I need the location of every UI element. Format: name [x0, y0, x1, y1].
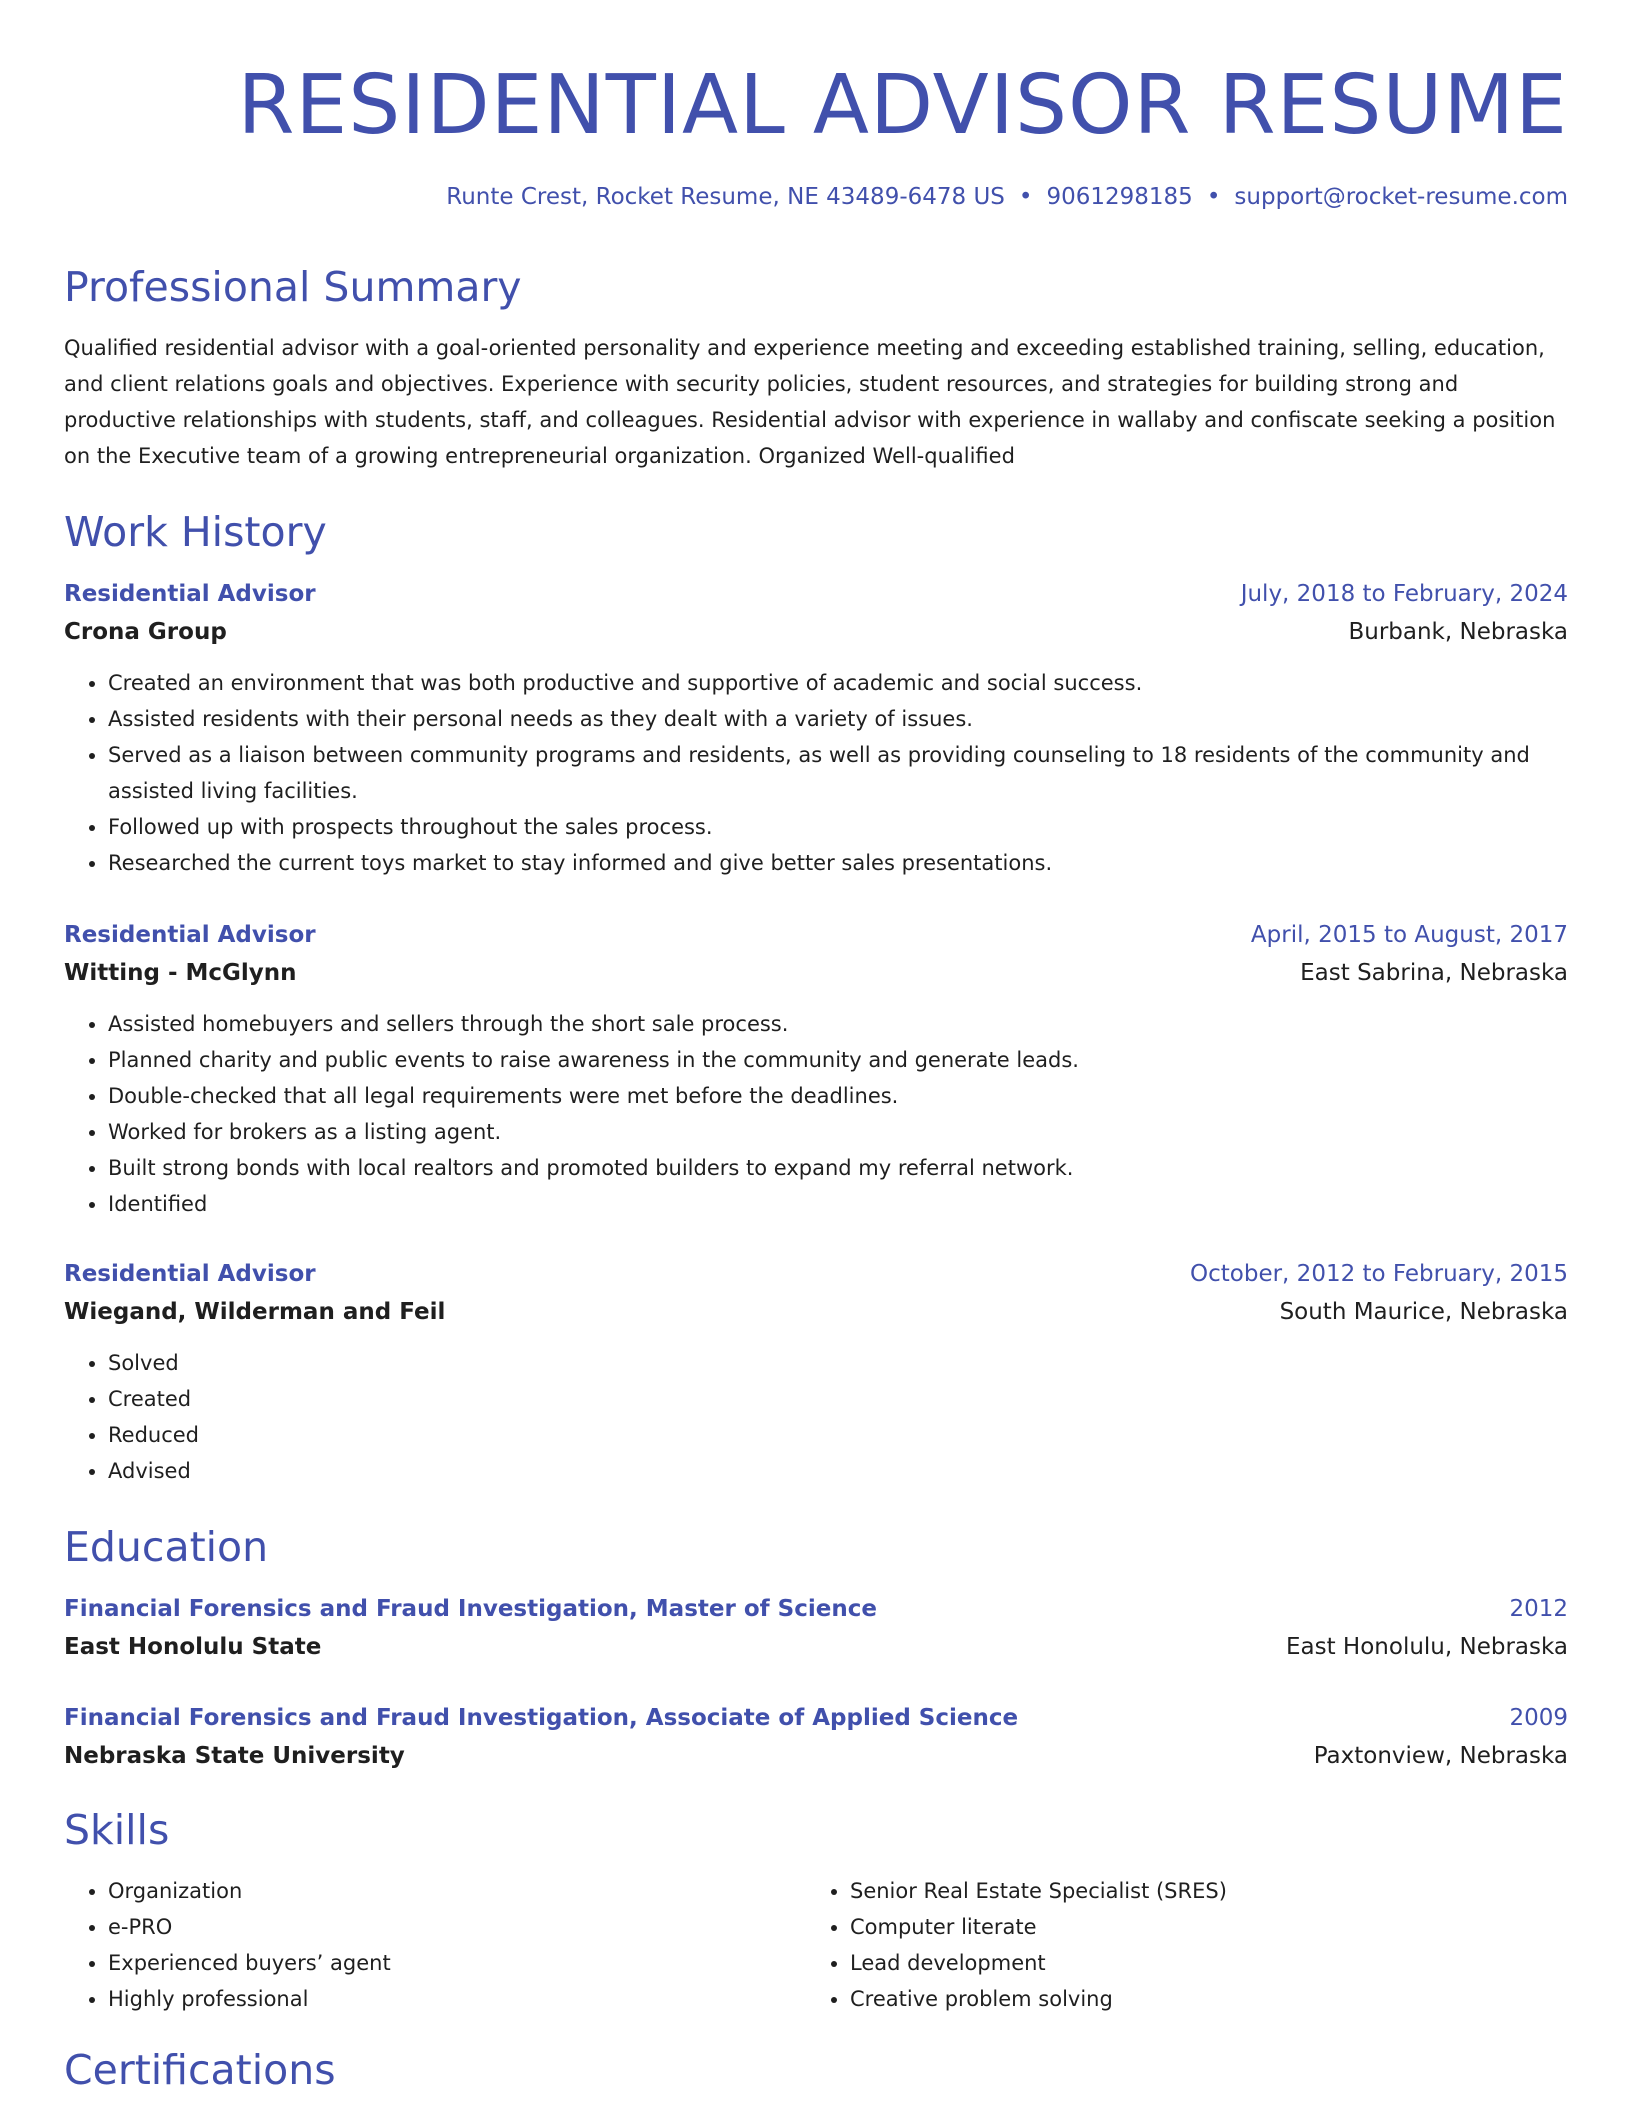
education-entry [64, 1699, 1568, 1775]
job-location: Burbank, Nebraska [1348, 619, 1568, 645]
skills-column-left [64, 1873, 806, 2017]
skill-item: • Organization [108, 1873, 806, 1909]
job-bullet: • Double-checked that all legal requirements were met before the deadlines. [108, 1078, 1568, 1114]
education-heading: Education [64, 1523, 269, 1571]
contact-address: Runte Crest, Rocket Resume, NE 43489-6478 US [446, 184, 1005, 210]
school-location: East Honolulu, Nebraska [1285, 1634, 1568, 1660]
summary-text: Qualified residential advisor with a goal-oriented personality and experience meeting and exceeding established training, selling, education, and client relations goals and objectives. Experience with security policies, student resources, and strategies for building strong and productive relationships with students, staff, and colleagues. Residential advisor with experience in wallaby and confiscate seeking a position on the Executive team of a growing entrepreneurial organization. Organized Well-qualified [64, 336, 1556, 468]
job-bullet: • Worked for brokers as a listing agent. [108, 1114, 1568, 1150]
education-header-row [64, 1699, 1568, 1737]
resume-title: RESIDENTIAL ADVISOR RESUME [237, 58, 1568, 153]
job-company-row [64, 954, 1568, 992]
skills-list [806, 1873, 1548, 2017]
job-company-row [64, 613, 1568, 651]
degree-title: Financial Forensics and Fraud Investigation, Master of Science [64, 1596, 877, 1622]
education-school-row [64, 1737, 1568, 1775]
skills-grid [64, 1873, 1568, 2017]
job-bullet: • Created an environment that was both productive and supportive of academic and social success. [108, 665, 1568, 701]
certifications-section [64, 2045, 1568, 2095]
job-header-row [64, 1255, 1568, 1293]
job-dates: October, 2012 to February, 2015 [1190, 1261, 1568, 1287]
job-dates: July, 2018 to February, 2024 [1240, 581, 1568, 607]
school-name: East Honolulu State [64, 1634, 322, 1660]
skills-section [64, 1805, 1568, 2017]
job-bullet-list [64, 1345, 1568, 1489]
contact-email: support@rocket-resume.com [1234, 184, 1568, 210]
job-bullet: • Solved [108, 1345, 1568, 1381]
school-name: Nebraska State University [64, 1743, 405, 1769]
education-school-row [64, 1628, 1568, 1666]
skill-item: • e-PRO [108, 1909, 806, 1945]
school-location: Paxtonview, Nebraska [1313, 1743, 1568, 1769]
skills-heading: Skills [64, 1806, 170, 1854]
job-header-row [64, 575, 1568, 613]
job-bullet-list [64, 1006, 1568, 1222]
job-location: South Maurice, Nebraska [1279, 1299, 1568, 1325]
job-company: Wiegand, Wilderman and Feil [64, 1299, 446, 1325]
job-location: East Sabrina, Nebraska [1300, 960, 1568, 986]
work-history-section [64, 507, 1568, 557]
job-entry [64, 1255, 1568, 1489]
summary-heading: Professional Summary [64, 263, 522, 311]
certifications-heading: Certifications [64, 2046, 336, 2094]
contact-separator: • [1206, 184, 1221, 210]
job-company-row [64, 1293, 1568, 1331]
graduation-year: 2012 [1509, 1596, 1568, 1622]
job-bullet: • Advised [108, 1453, 1568, 1489]
job-bullet: • Assisted homebuyers and sellers through the short sale process. [108, 1006, 1568, 1042]
education-entry [64, 1590, 1568, 1666]
skill-item: • Lead development [850, 1945, 1548, 1981]
job-dates: April, 2015 to August, 2017 [1250, 922, 1568, 948]
job-bullet-list [64, 665, 1568, 881]
job-title: Residential Advisor [64, 581, 316, 607]
job-bullet: • Followed up with prospects throughout the sales process. [108, 809, 1568, 845]
graduation-year: 2009 [1509, 1705, 1568, 1731]
job-bullet: • Planned charity and public events to raise awareness in the community and generate leads. [108, 1042, 1568, 1078]
summary-section [64, 262, 1568, 474]
education-section [64, 1522, 1568, 1572]
job-entry [64, 575, 1568, 881]
skill-item: • Experienced buyers’ agent [108, 1945, 806, 1981]
job-bullet: • Researched the current toys market to stay informed and give better sales presentations. [108, 845, 1568, 881]
skill-item: • Creative problem solving [850, 1981, 1548, 2017]
job-bullet: • Assisted residents with their personal needs as they dealt with a variety of issues. [108, 701, 1568, 737]
contact-separator: • [1018, 184, 1033, 210]
job-header-row [64, 916, 1568, 954]
skills-list [64, 1873, 806, 2017]
degree-title: Financial Forensics and Fraud Investigation, Associate of Applied Science [64, 1705, 1019, 1731]
skill-item: • Senior Real Estate Specialist (SRES) [850, 1873, 1548, 1909]
skill-item: • Highly professional [108, 1981, 806, 2017]
job-bullet: • Built strong bonds with local realtors and promoted builders to expand my referral network. [108, 1150, 1568, 1186]
job-bullet: • Identified [108, 1186, 1568, 1222]
work-history-heading: Work History [64, 508, 327, 556]
job-bullet: • Served as a liaison between community programs and residents, as well as providing counseling to 18 residents of the community and assisted living facilities. [108, 737, 1568, 809]
skill-item: • Computer literate [850, 1909, 1548, 1945]
contact-phone: 9061298185 [1046, 184, 1193, 210]
job-bullet: • Created [108, 1381, 1568, 1417]
job-bullet: • Reduced [108, 1417, 1568, 1453]
job-title: Residential Advisor [64, 1261, 316, 1287]
job-company: Witting - McGlynn [64, 960, 297, 986]
skills-column-right [806, 1873, 1548, 2017]
job-title: Residential Advisor [64, 922, 316, 948]
job-company: Crona Group [64, 619, 227, 645]
contact-line [64, 182, 1568, 212]
job-entry [64, 916, 1568, 1222]
education-header-row [64, 1590, 1568, 1628]
resume-page [64, 0, 1568, 2094]
